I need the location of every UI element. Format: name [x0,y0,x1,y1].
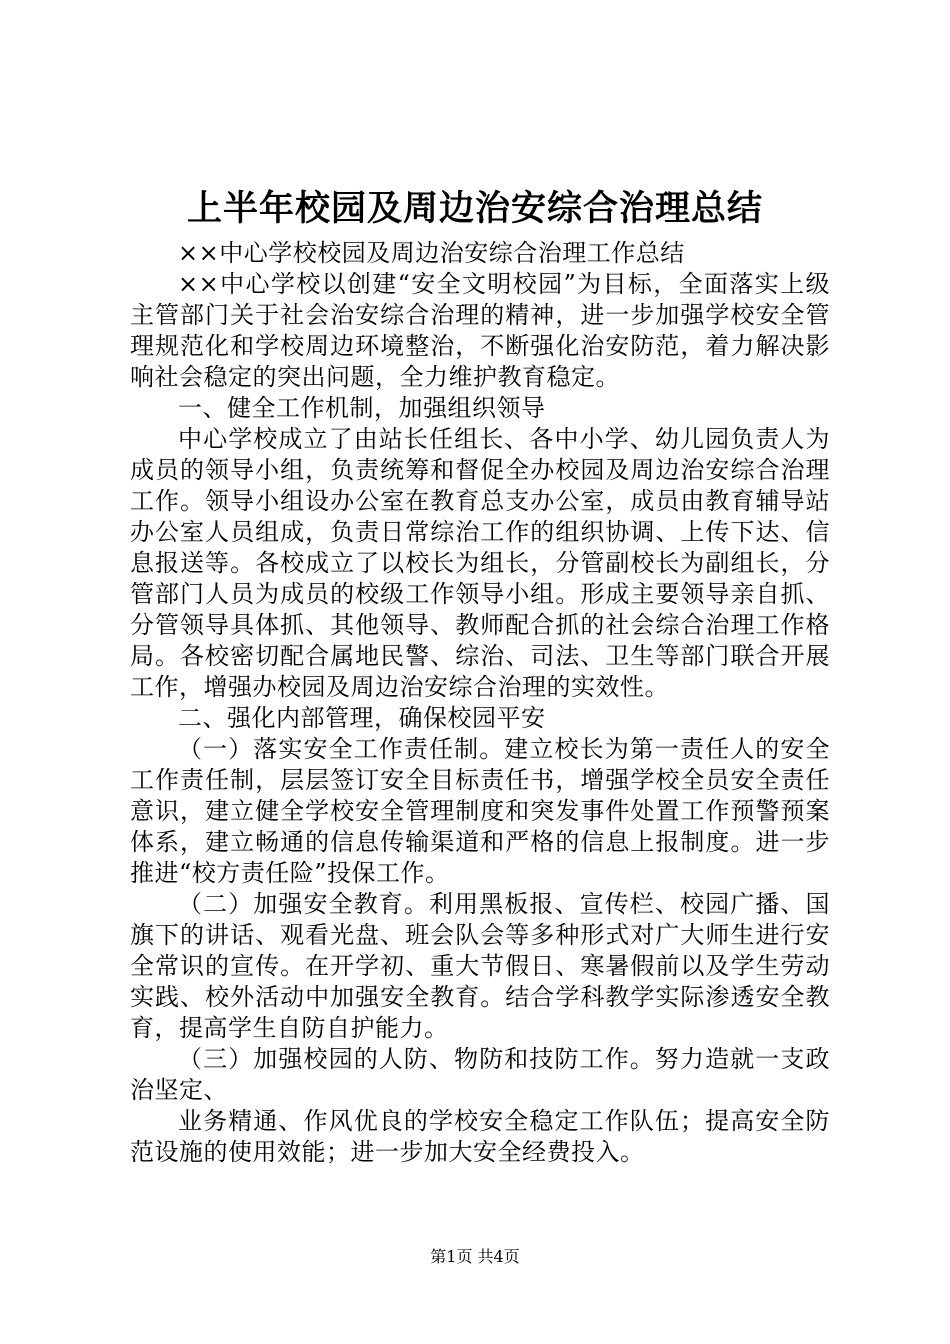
paragraph-item-2: （二）加强安全教育。利用黑板报、宣传栏、校园广播、国旗下的讲话、观看光盘、班会队会等多种形式对广大师生进行安全常识的宣传。在开学初、重大节假日、寒暑假前以及学生劳动实践、校外活动中加强安全教育。结合学科教学实际渗透安全教育，提高学生自防自护能力。 [130,890,830,1042]
section-heading-1: 一、健全工作机制，加强组织领导 [178,394,546,422]
paragraph-item-1: （一）落实安全工作责任制。建立校长为第一责任人的安全工作责任制，层层签订安全目标责任书，增强学校全员安全责任意识，建立健全学校安全管理制度和突发事件处置工作预警预案体系，建立畅通的信息传输渠道和严格的信息上报制度。进一步推进“校方责任险”投保工作。 [130,735,830,887]
paragraph-intro: ××中心学校以创建“安全文明校园”为目标，全面落实上级主管部门关于社会治安综合治理的精神，进一步加强学校安全管理规范化和学校周边环境整治，不断强化治安防范，着力解决影响社会稳定的突出问题，全力维护教育稳定。 [130,270,830,391]
page-footer: 第1页 共4页 [430,1247,520,1266]
page-title: 上半年校园及周边治安综合治理总结 [186,188,763,229]
document-body [130,238,830,1168]
paragraph-subtitle: ××中心学校校园及周边治安综合治理工作总结 [178,239,685,267]
paragraph-section-1: 中心学校成立了由站长任组长、各中小学、幼儿园负责人为成员的领导小组，负责统筹和督促全办校园及周边治安综合治理工作。领导小组设办公室在教育总支办公室，成员由教育辅导站办公室人员组成，负责日常综治工作的组织协调、上传下达、信息报送等。各校成立了以校长为组长，分管副校长为副组长，分管部门人员为成员的校级工作领导小组。形成主要领导亲自抓、分管领导具体抓、其他领导、教师配合抓的社会综合治理工作格局。各校密切配合属地民警、综治、司法、卫生等部门联合开展工作，增强办校园及周边治安综合治理的实效性。 [130,425,830,701]
section-heading-2: 二、强化内部管理，确保校园平安 [178,704,546,732]
paragraph-item-3: （三）加强校园的人防、物防和技防工作。努力造就一支政治坚定、 [130,1045,830,1104]
paragraph-item-3-continued: 业务精通、作风优良的学校安全稳定工作队伍；提高安全防范设施的使用效能；进一步加大安全经费投入。 [130,1107,830,1166]
